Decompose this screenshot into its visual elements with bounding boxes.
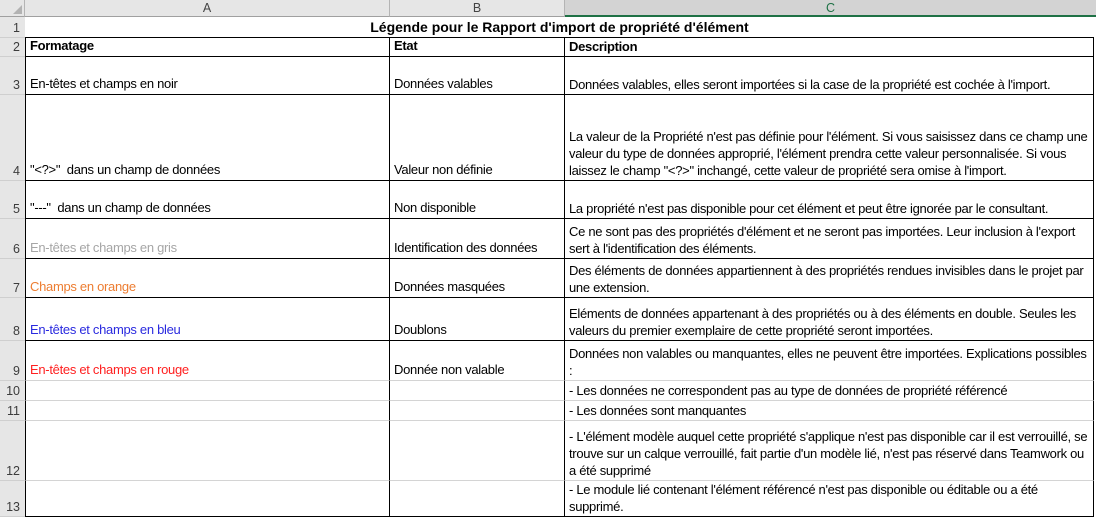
row-header-4[interactable]: 4	[0, 95, 25, 181]
row-header-6[interactable]: 6	[0, 219, 25, 259]
row-header-8[interactable]: 8	[0, 298, 25, 341]
cell-a9[interactable]: En-têtes et champs en rouge	[25, 341, 390, 381]
cell-a12[interactable]	[25, 421, 390, 481]
row-header-2[interactable]: 2	[0, 38, 25, 57]
cell-b7[interactable]: Données masquées	[390, 259, 565, 298]
column-header-b[interactable]: B	[390, 0, 565, 17]
cell-b8[interactable]: Doublons	[390, 298, 565, 341]
cell-c8[interactable]: Eléments de données appartenant à des propriétés ou à des éléments en double. Seules les valeurs du premier exemplaire de cette propriété seront importées.	[565, 298, 1094, 341]
sheet-row-7	[0, 259, 1096, 298]
cell-c2[interactable]: Description	[565, 38, 1094, 57]
cell-b11[interactable]	[390, 401, 565, 421]
row-header-5[interactable]: 5	[0, 181, 25, 219]
cell-c13[interactable]: - Le module lié contenant l'élément référencé n'est pas disponible ou éditable ou a été supprimé.	[565, 481, 1094, 517]
cell-c4[interactable]: La valeur de la Propriété n'est pas définie pour l'élément. Si vous saisissez dans ce champ une valeur du type de données approprié, l'élément prendra cette valeur personnalisée. Si vous laissez le champ "<?>" inchangé, cette valeur de propriété sera omise à l'import.	[565, 95, 1094, 181]
select-all-corner[interactable]	[0, 0, 25, 17]
cell-b13[interactable]	[390, 481, 565, 517]
cell-a13[interactable]	[25, 481, 390, 517]
cell-b10[interactable]	[390, 381, 565, 401]
cell-title-merged[interactable]: Légende pour le Rapport d'import de propriété d'élément	[25, 17, 1094, 38]
cell-a8[interactable]: En-têtes et champs en bleu	[25, 298, 390, 341]
row-header-10[interactable]: 10	[0, 381, 25, 401]
row-header-11[interactable]: 11	[0, 401, 25, 421]
cell-c10[interactable]: - Les données ne correspondent pas au type de données de propriété référencé	[565, 381, 1094, 401]
sheet-row-9	[0, 341, 1096, 381]
row-header-13[interactable]: 13	[0, 481, 25, 517]
cell-a6[interactable]: En-têtes et champs en gris	[25, 219, 390, 259]
cell-a5[interactable]: "---" dans un champ de données	[25, 181, 390, 219]
cell-b5[interactable]: Non disponible	[390, 181, 565, 219]
cell-b9[interactable]: Donnée non valable	[390, 341, 565, 381]
sheet-row-5	[0, 181, 1096, 219]
cell-b3[interactable]: Données valables	[390, 57, 565, 95]
sheet-row-8	[0, 298, 1096, 341]
cell-c9[interactable]: Données non valables ou manquantes, elles ne peuvent être importées. Explications possibles :	[565, 341, 1094, 381]
row-header-9[interactable]: 9	[0, 341, 25, 381]
cell-b2[interactable]: Etat	[390, 38, 565, 57]
cell-a4[interactable]: "<?>" dans un champ de données	[25, 95, 390, 181]
sheet-row-13	[0, 481, 1096, 517]
cell-a7[interactable]: Champs en orange	[25, 259, 390, 298]
sheet-row-11	[0, 401, 1096, 421]
cell-c12[interactable]: - L'élément modèle auquel cette propriété s'applique n'est pas disponible car il est verrouillé, se trouve sur un calque verrouillé, fait partie d'un modèle lié, n'est pas réservé dans Teamwork ou a été supprimé	[565, 421, 1094, 481]
row-header-12[interactable]: 12	[0, 421, 25, 481]
select-all-triangle-icon	[13, 5, 22, 14]
sheet-row-4	[0, 95, 1096, 181]
cell-c7[interactable]: Des éléments de données appartiennent à des propriétés rendues invisibles dans le projet par une extension.	[565, 259, 1094, 298]
cell-b4[interactable]: Valeur non définie	[390, 95, 565, 181]
row-header-1[interactable]: 1	[0, 17, 25, 38]
sheet-row-1	[0, 17, 1096, 38]
sheet-row-6	[0, 219, 1096, 259]
column-header-a[interactable]: A	[25, 0, 390, 17]
cell-a3[interactable]: En-têtes et champs en noir	[25, 57, 390, 95]
sheet-row-3	[0, 57, 1096, 95]
cell-a10[interactable]	[25, 381, 390, 401]
cell-c3[interactable]: Données valables, elles seront importées si la case de la propriété est cochée à l'import.	[565, 57, 1094, 95]
row-header-7[interactable]: 7	[0, 259, 25, 298]
cell-c11[interactable]: - Les données sont manquantes	[565, 401, 1094, 421]
sheet-row-2	[0, 38, 1096, 57]
row-header-3[interactable]: 3	[0, 57, 25, 95]
cell-c6[interactable]: Ce ne sont pas des propriétés d'élément et ne seront pas importées. Leur inclusion à l'export sert à l'identification des éléments.	[565, 219, 1094, 259]
column-header-strip	[0, 0, 1096, 17]
sheet-row-12	[0, 421, 1096, 481]
cell-b12[interactable]	[390, 421, 565, 481]
cell-c5[interactable]: La propriété n'est pas disponible pour cet élément et peut être ignorée par le consultant.	[565, 181, 1094, 219]
sheet-row-10	[0, 381, 1096, 401]
cell-a11[interactable]	[25, 401, 390, 421]
cell-b6[interactable]: Identification des données	[390, 219, 565, 259]
column-header-c-selected[interactable]: C	[565, 0, 1096, 17]
cell-a2[interactable]: Formatage	[25, 38, 390, 57]
